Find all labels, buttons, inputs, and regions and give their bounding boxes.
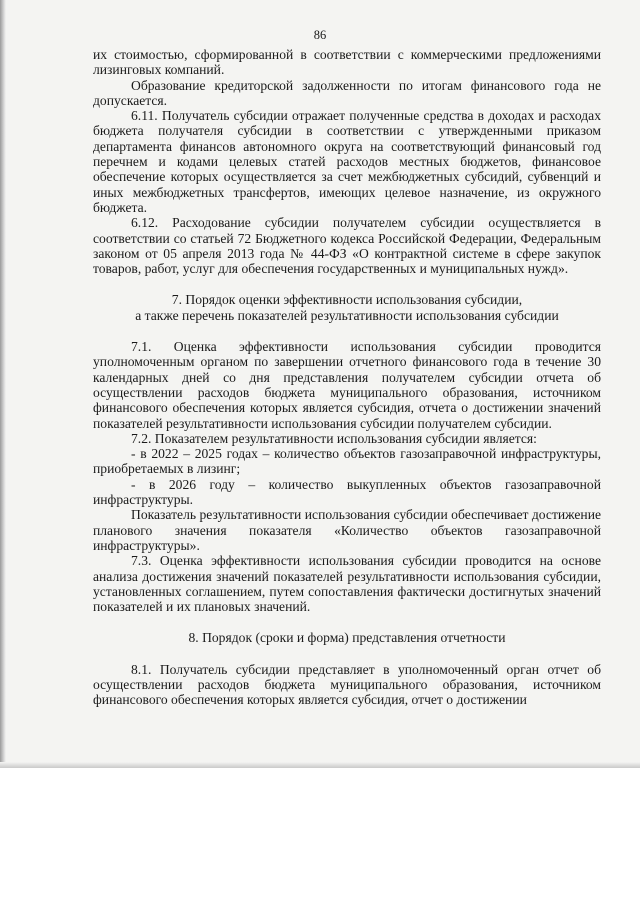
paragraph: 6.11. Получатель субсидии отражает полученные средства в доходах и расходах бюджета получателя субсидии в соответствии с утвержденными приказом департамента финансов автономного округа на соответствующий финансовый год перечнем и кодами целевых статей расходов местных бюджетов, финансовое обеспечение которых осуществляется за счет межбюджетных субсидий, субвенций и иных межбюджетных трансфертов, имеющих целевое назначение, из окружного бюджета. [93,108,601,215]
paragraph: их стоимостью, сформированной в соответствии с коммерческими предложениями лизинговых компаний. [93,47,601,78]
document-body [93,47,601,708]
list-item: - в 2022 – 2025 годах – количество объектов газозаправочной инфраструктуры, приобретаемых в лизинг; [93,446,601,477]
paragraph: 7.1. Оценка эффективности использования субсидии проводится уполномоченным органом по завершении отчетного финансового года в течение 30 календарных дней со дня представления получателем субсидии отчета об осуществлении расходов бюджета муниципального образования, источником финансового обеспечения которых является субсидия, отчета о достижении значений показателей результативности использования субсидии получателем субсидии. [93,339,601,431]
scan-shadow-left [0,0,6,768]
list-item: - в 2026 году – количество выкупленных объектов газозаправочной инфраструктуры. [93,476,601,508]
scan-shadow-bottom [0,762,640,768]
paragraph: 6.12. Расходование субсидии получателем субсидии осуществляется в соответствии со статьей 72 Бюджетного кодекса Российской Федерации, Федеральным законом от 05 апреля 2013 года № 44-ФЗ «О контрактной системе в сфере закупок товаров, работ, услуг для обеспечения государственных и муниципальных нужд». [93,215,601,277]
page-number: 86 [313,28,327,42]
section-heading: 8. Порядок (сроки и форма) представления отчетности [188,630,506,646]
section-heading: 7. Порядок оценки эффективности использования субсидии, [171,292,523,308]
section-heading: а также перечень показателей результативности использования субсидии [135,307,559,323]
paragraph: 7.3. Оценка эффективности использования субсидии проводится на основе анализа достижения значений показателей результативности использования субсидии, установленных соглашением, путем сопоставления фактически достигнутых значений показателей и их плановых значений. [93,553,601,615]
paragraph: Образование кредиторской задолженности по итогам финансового года не допускается. [93,77,601,108]
paragraph: 8.1. Получатель субсидии представляет в уполномоченный орган отчет об осуществлении расходов бюджета муниципального образования, источником финансового обеспечения которых является субсидия, отчет о достижении [93,661,601,708]
paragraph: 7.2. Показателем результативности использования субсидии является: [131,430,537,446]
paragraph: Показатель результативности использования субсидии обеспечивает достижение планового значения показателя «Количество объектов газозаправочной инфраструктуры». [93,507,601,553]
